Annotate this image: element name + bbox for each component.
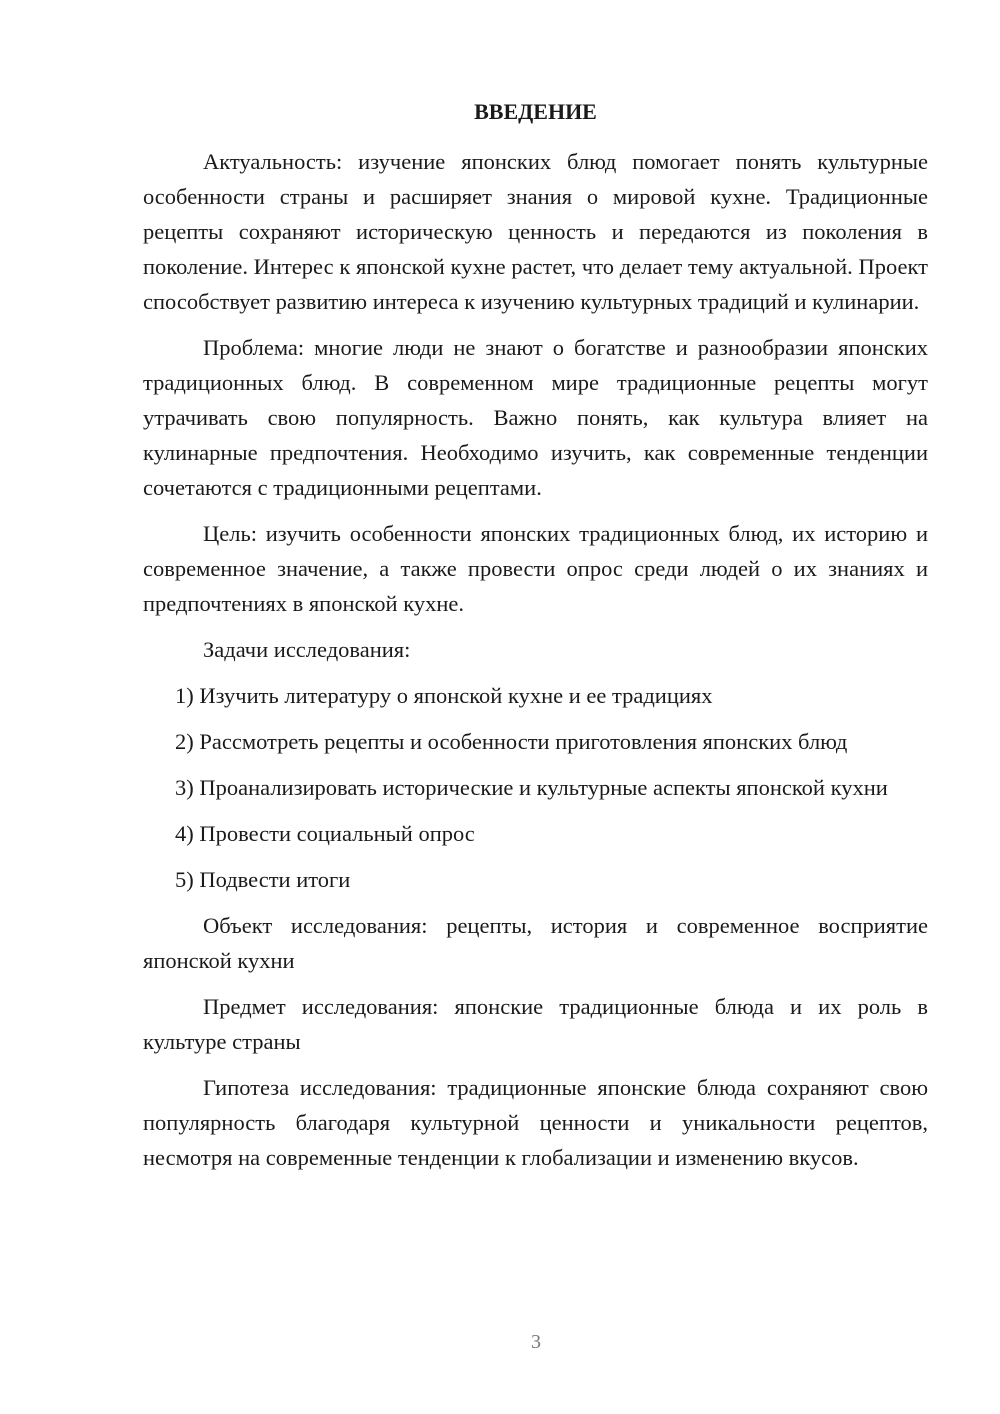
page-content	[143, 94, 928, 1186]
task-item: 5) Подвести итоги	[175, 867, 351, 892]
tasks-list	[143, 678, 928, 897]
problem-paragraph: Проблема: многие люди не знают о богатстве и разнообразии японских традиционных блюд. В современном мире традиционные рецепты могут утрачивать свою популярность. Важно понять, как культура влияет на кулинарные предпочтения. Необходимо изучить, как современные тенденции сочетаются с традиционными рецептами.	[143, 335, 928, 500]
page-number: 3	[531, 1331, 541, 1353]
object-paragraph: Объект исследования: рецепты, история и современное восприятие японской кухни	[143, 913, 928, 973]
section-title: ВВЕДЕНИЕ	[474, 99, 597, 124]
subject-paragraph: Предмет исследования: японские традиционные блюда и их роль в культуре страны	[143, 994, 928, 1054]
hypothesis-paragraph: Гипотеза исследования: традиционные японские блюда сохраняют свою популярность благодаря культурной ценности и уникальности рецептов, несмотря на современные тенденции к глобализации и изменению вкусов.	[143, 1075, 928, 1170]
task-item: 4) Провести социальный опрос	[175, 821, 475, 846]
task-item: 3) Проанализировать исторические и культурные аспекты японской кухни	[175, 775, 888, 800]
task-item: 1) Изучить литературу о японской кухне и ее традициях	[175, 683, 713, 708]
goal-paragraph: Цель: изучить особенности японских традиционных блюд, их историю и современное значение, а также провести опрос среди людей о их знаниях и предпочтениях в японской кухне.	[143, 521, 928, 616]
task-item: 2) Рассмотреть рецепты и особенности приготовления японских блюд	[175, 729, 848, 754]
tasks-heading: Задачи исследования:	[203, 637, 411, 662]
relevance-paragraph: Актуальность: изучение японских блюд помогает понять культурные особенности страны и расширяет знания о мировой кухне. Традиционные рецепты сохраняют историческую ценность и передаются из поколения в поколение. Интерес к японской кухне растет, что делает тему актуальной. Проект способствует развитию интереса к изучению культурных традиций и кулинарии.	[143, 149, 928, 314]
